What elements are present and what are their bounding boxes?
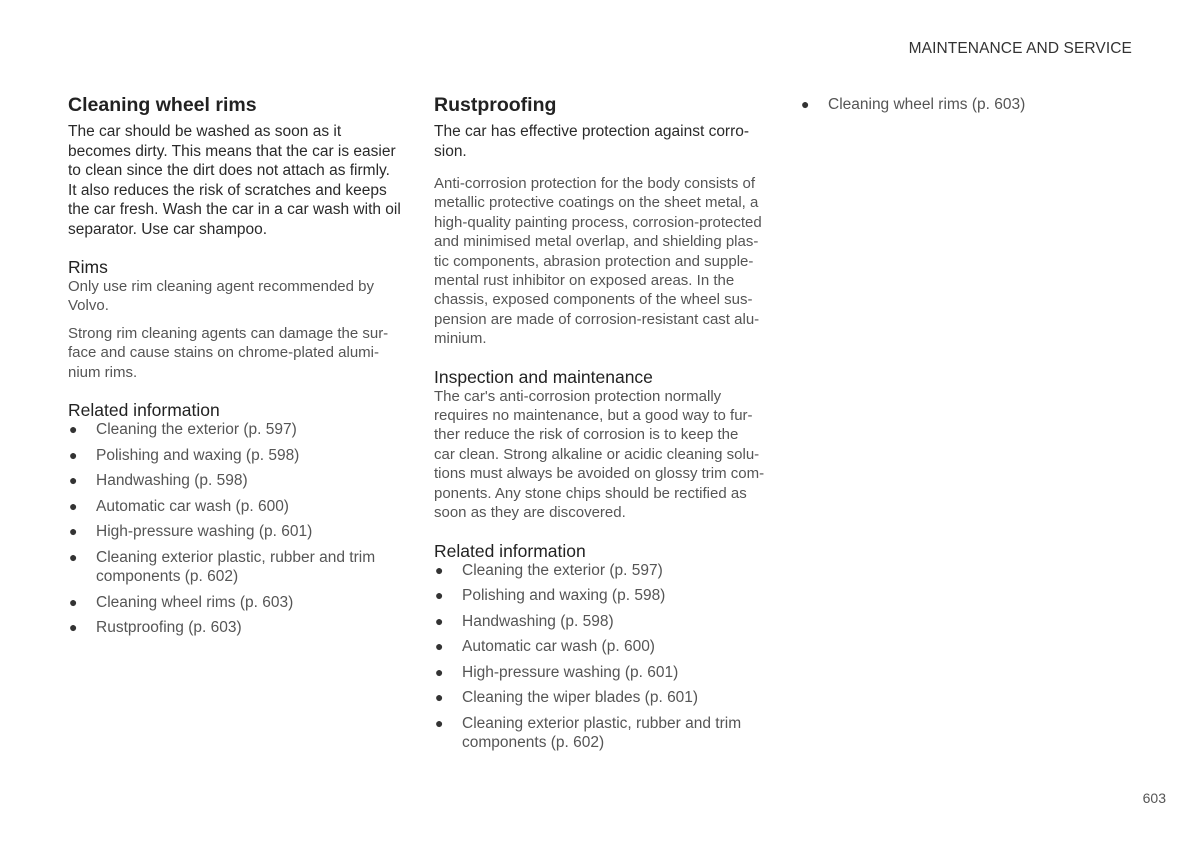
- text-line: sion.: [434, 142, 467, 160]
- related-link-item[interactable]: [434, 612, 769, 632]
- related-link-item[interactable]: [434, 561, 769, 581]
- related-link-item[interactable]: [434, 586, 769, 606]
- intro-paragraph: [68, 122, 403, 239]
- related-links-list: [800, 95, 1140, 115]
- related-link-text: Cleaning the exterior (p. 597): [96, 421, 297, 439]
- related-link-text: Cleaning exterior plastic, rubber and trim: [462, 714, 742, 732]
- text-line: Only use rim cleaning agent recommended by: [68, 278, 374, 295]
- related-link-text: Cleaning the wiper blades (p. 601): [462, 689, 699, 706]
- related-link-text: Automatic car wash (p. 600): [96, 497, 289, 515]
- related-link-text: Handwashing (p. 598): [96, 472, 248, 490]
- text-line: The car has effective protection against corro-: [434, 123, 750, 140]
- related-link-item[interactable]: [434, 637, 769, 657]
- related-links-list: [434, 561, 769, 753]
- text-line: the car fresh. Wash the car in a car wash with oil: [68, 201, 401, 218]
- bullet-icon: ●: [435, 587, 444, 603]
- text-line: face and cause stains on chrome-plated alumi-: [68, 344, 380, 362]
- text-line: and minimised metal overlap, and shielding plas-: [434, 233, 759, 251]
- text-line: car clean. Strong alkaline or acidic cleaning solu-: [434, 445, 760, 463]
- bullet-icon: ●: [435, 663, 444, 680]
- section-title-rustproofing: Rustproofing: [434, 94, 557, 116]
- text-line: to clean since the dirt does not attach as firmly.: [68, 162, 390, 179]
- text-line: becomes dirty. This means that the car is easier: [68, 142, 396, 160]
- related-link-item[interactable]: [68, 522, 403, 542]
- related-link-text: components (p. 602): [96, 568, 239, 586]
- related-link-item[interactable]: [68, 618, 403, 638]
- text-line: minium.: [434, 330, 487, 348]
- bullet-icon: ●: [69, 497, 78, 514]
- bullet-icon: ●: [435, 561, 444, 578]
- bullet-icon: ●: [435, 638, 444, 654]
- intro-paragraph: [434, 122, 769, 161]
- related-link-text: Rustproofing (p. 603): [96, 619, 242, 637]
- running-header: MAINTENANCE AND SERVICE: [908, 40, 1132, 57]
- text-line: The car should be washed as soon as it: [68, 123, 342, 140]
- text-line: metallic protective coatings on the sheet metal, a: [434, 194, 759, 212]
- related-link-item[interactable]: [434, 688, 769, 708]
- bullet-icon: ●: [69, 619, 78, 636]
- related-link-text: components (p. 602): [462, 734, 605, 751]
- related-link-text: Cleaning wheel rims (p. 603): [96, 593, 294, 611]
- anti-corrosion-paragraph: [434, 174, 769, 349]
- related-link-item[interactable]: [800, 95, 1140, 115]
- column-continued-related: [800, 95, 1140, 121]
- related-link-item[interactable]: [68, 548, 403, 587]
- text-line: separator. Use car shampoo.: [68, 220, 268, 238]
- column-cleaning-wheel-rims: [68, 93, 403, 644]
- text-line: requires no maintenance, but a good way to fur-: [434, 407, 753, 425]
- text-line: chassis, exposed components of the wheel sus-: [434, 291, 753, 309]
- section-title-cleaning-wheel-rims: Cleaning wheel rims: [68, 94, 257, 116]
- related-link-text: Polishing and waxing (p. 598): [462, 587, 666, 604]
- subheading-rims: Rims: [68, 257, 108, 277]
- bullet-icon: ●: [69, 593, 78, 610]
- bullet-icon: ●: [801, 96, 810, 112]
- text-line: high-quality painting process, corrosion-protected: [434, 213, 762, 231]
- related-link-text: Polishing and waxing (p. 598): [96, 446, 300, 464]
- related-link-text: Handwashing (p. 598): [462, 612, 614, 630]
- text-line: It also reduces the risk of scratches and keeps: [68, 181, 387, 199]
- inspection-paragraph: [434, 387, 769, 523]
- text-line: Anti-corrosion protection for the body consists of: [434, 175, 755, 192]
- related-link-item[interactable]: [434, 714, 769, 753]
- text-line: ponents. Any stone chips should be rectified as: [434, 484, 747, 502]
- related-link-text: High-pressure washing (p. 601): [96, 523, 313, 541]
- bullet-icon: ●: [69, 472, 78, 489]
- bullet-icon: ●: [69, 446, 78, 463]
- text-line: nium rims.: [68, 363, 138, 381]
- text-line: tic components, abrasion protection and supple-: [434, 252, 754, 270]
- text-line: ther reduce the risk of corrosion is to keep the: [434, 426, 739, 444]
- bullet-icon: ●: [435, 612, 444, 629]
- related-links-list: [68, 420, 403, 638]
- related-link-text: Automatic car wash (p. 600): [462, 638, 655, 655]
- bullet-icon: ●: [435, 689, 444, 705]
- bullet-icon: ●: [435, 714, 444, 731]
- text-line: The car's anti-corrosion protection normally: [434, 387, 722, 405]
- text-line: pension are made of corrosion-resistant cast alu-: [434, 310, 760, 328]
- related-link-item[interactable]: [68, 420, 403, 440]
- related-link-item[interactable]: [68, 497, 403, 517]
- related-link-item[interactable]: [434, 663, 769, 683]
- bullet-icon: ●: [69, 548, 78, 565]
- subheading-inspection-and-maintenance: Inspection and maintenance: [434, 366, 653, 387]
- text-line: Strong rim cleaning agents can damage the sur-: [68, 324, 389, 342]
- text-line: soon as they are discovered.: [434, 504, 626, 522]
- rims-paragraph-2: [68, 324, 403, 382]
- related-link-item[interactable]: [68, 471, 403, 491]
- subheading-related-information: Related information: [434, 540, 586, 561]
- related-link-text: Cleaning exterior plastic, rubber and trim: [96, 548, 376, 566]
- subheading-related-information: Related information: [68, 400, 220, 421]
- text-line: Volvo.: [68, 297, 109, 315]
- related-link-text: High-pressure washing (p. 601): [462, 663, 679, 681]
- related-link-text: Cleaning wheel rims (p. 603): [828, 96, 1026, 113]
- page-number: 603: [1142, 790, 1166, 806]
- bullet-icon: ●: [69, 523, 78, 540]
- related-link-item[interactable]: [68, 446, 403, 466]
- text-line: tions must always be avoided on glossy trim com-: [434, 465, 765, 483]
- bullet-icon: ●: [69, 421, 78, 438]
- rims-paragraph-1: [68, 277, 403, 316]
- column-rustproofing: [434, 93, 769, 759]
- related-link-text: Cleaning the exterior (p. 597): [462, 561, 663, 579]
- related-link-item[interactable]: [68, 593, 403, 613]
- text-line: mental rust inhibitor on exposed areas. In the: [434, 272, 735, 290]
